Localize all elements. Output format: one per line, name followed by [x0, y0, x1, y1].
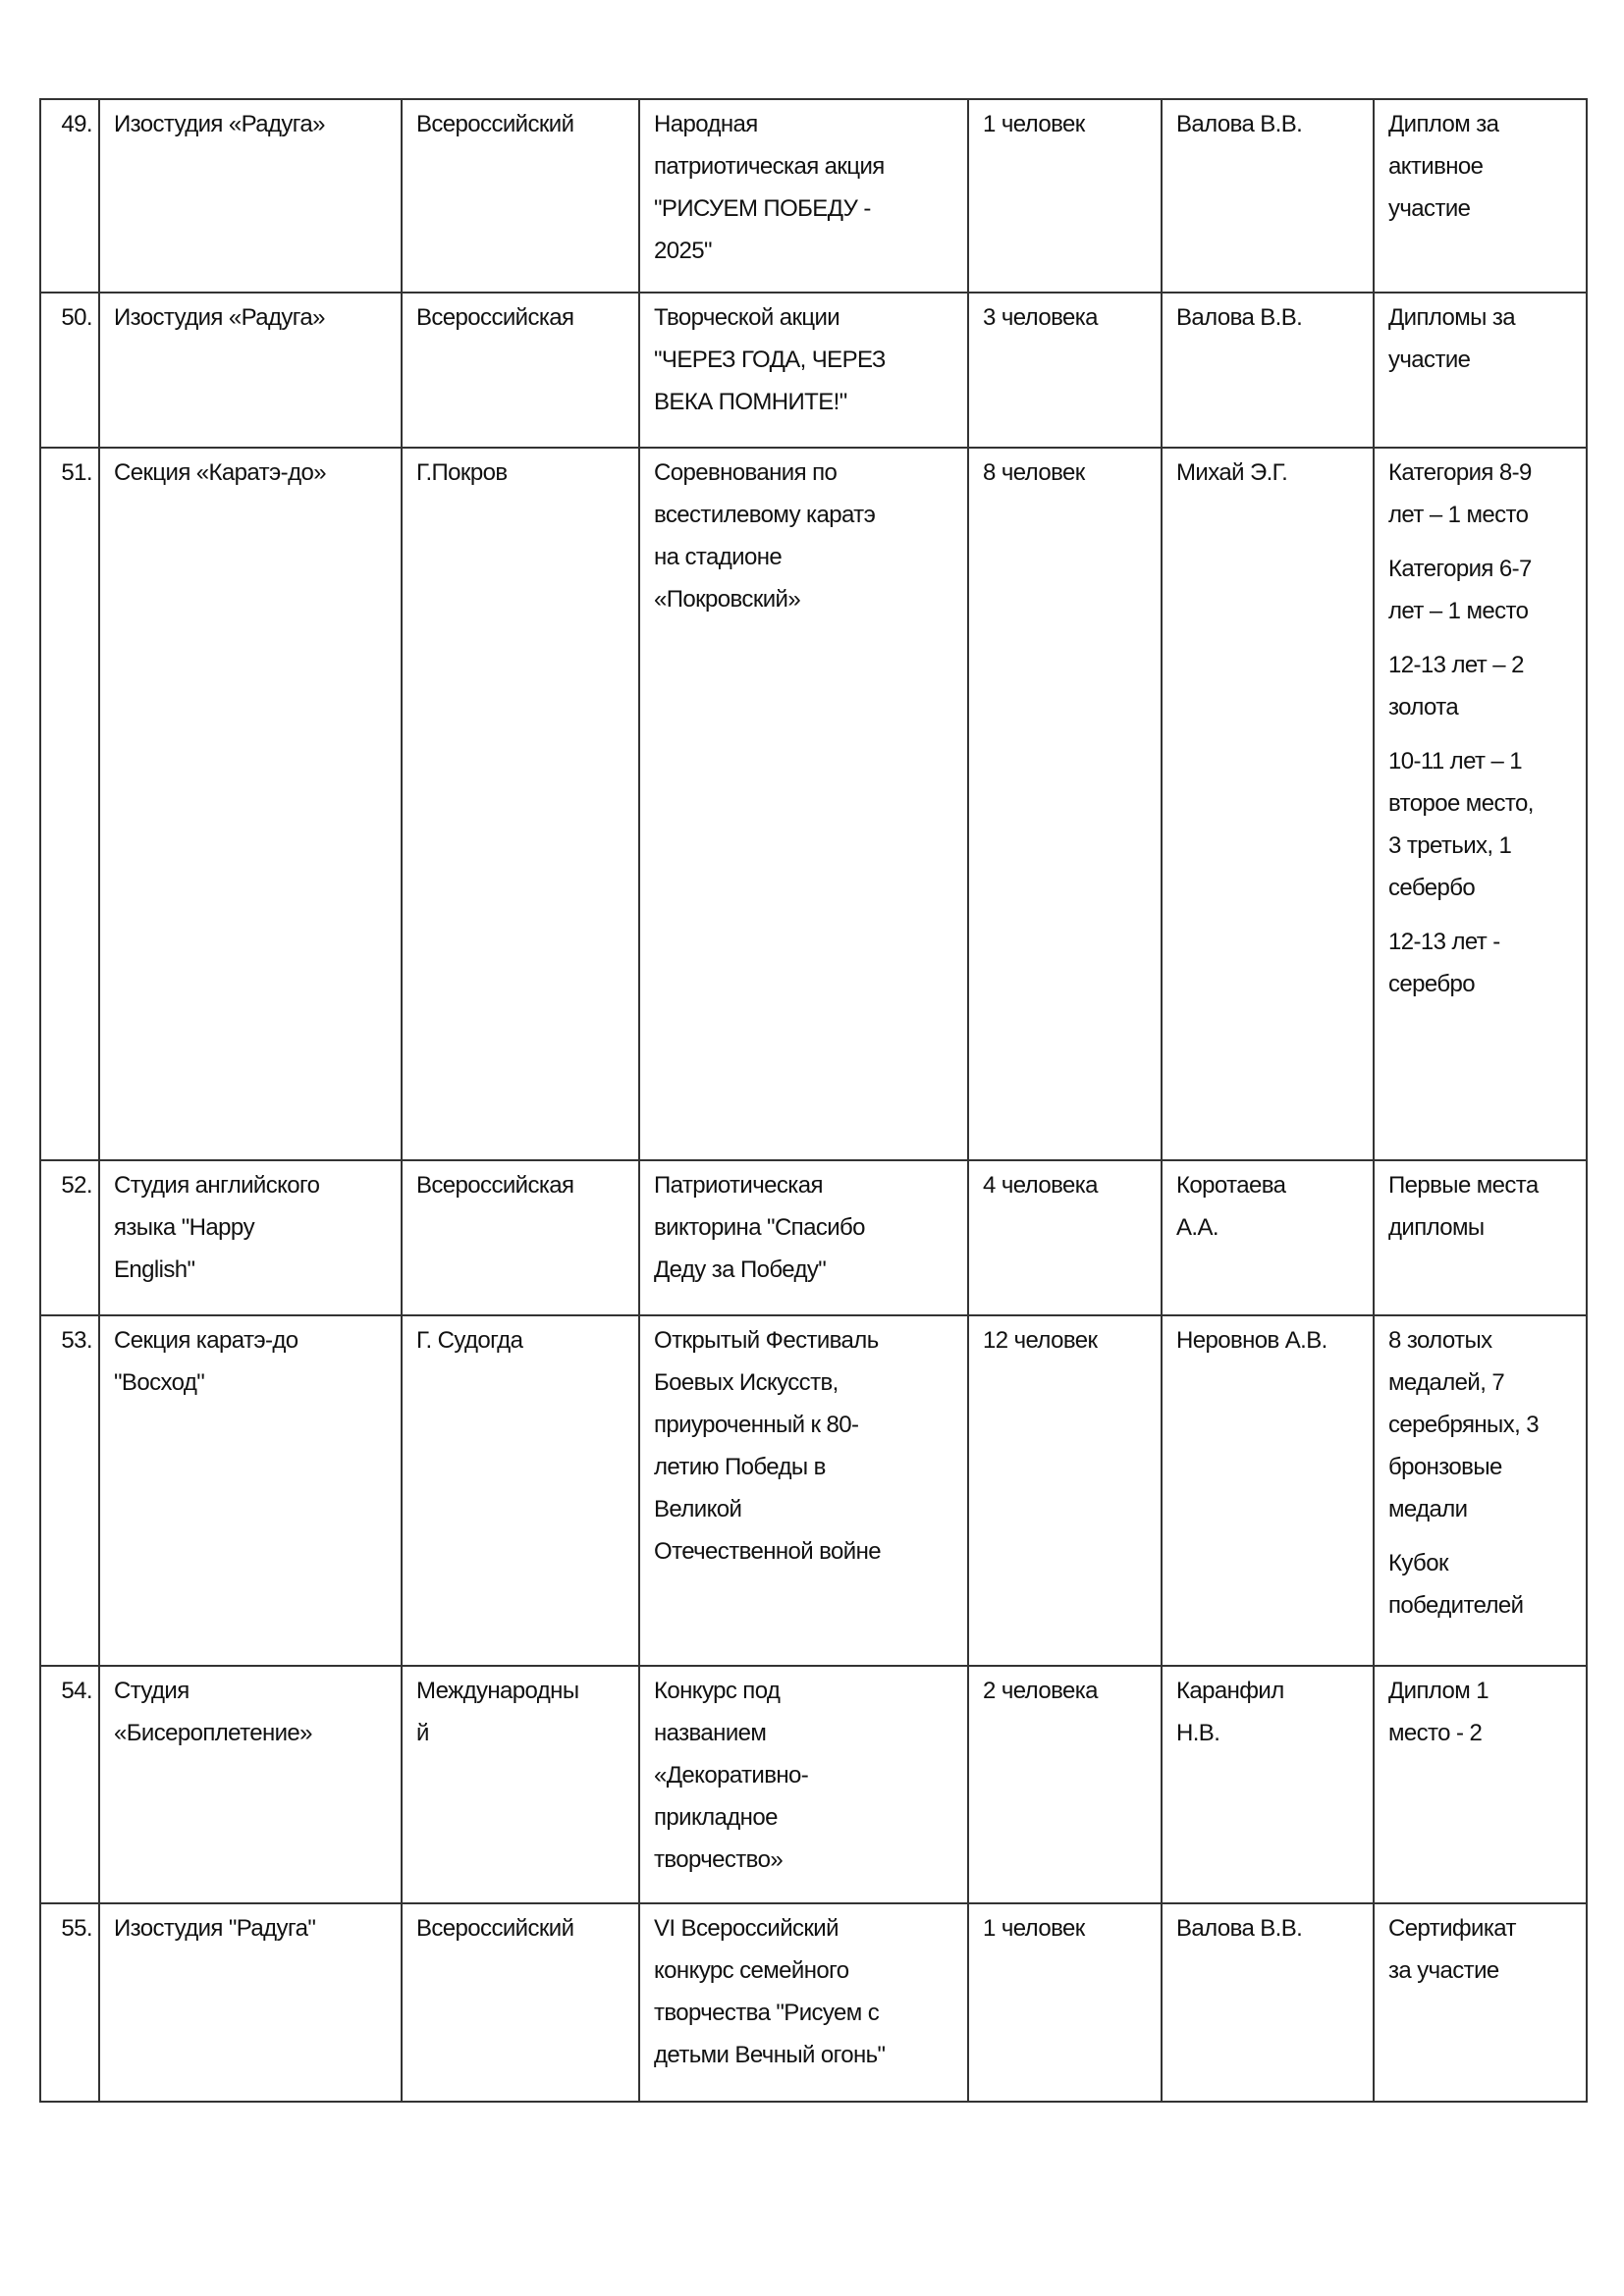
cell-event-line: "РИСУЕМ ПОБЕДУ - — [654, 195, 871, 222]
cell-result — [1374, 1903, 1587, 2102]
result-paragraph — [1388, 103, 1578, 230]
cell-participants — [968, 448, 1162, 1160]
result-line: бронзовые — [1388, 1454, 1502, 1480]
cell-event-line: всестилевому каратэ — [654, 502, 876, 528]
cell-group-line: "Восход" — [114, 1369, 205, 1396]
cell-level — [402, 1666, 639, 1903]
table-row — [40, 1160, 1587, 1315]
cell-event-line: викторина "Спасибо — [654, 1214, 865, 1241]
result-line: 8 золотых — [1388, 1327, 1492, 1354]
cell-event-line: творчество» — [654, 1846, 784, 1873]
result-paragraph — [1388, 296, 1578, 381]
cell-group-line: Студия — [114, 1678, 189, 1704]
cell-event-line: прикладное — [654, 1804, 778, 1831]
result-line: себербо — [1388, 875, 1476, 901]
cell-event-line: детьми Вечный огонь" — [654, 2042, 886, 2068]
table-row — [40, 293, 1587, 448]
cell-group — [99, 1666, 402, 1903]
cell-event-line: ВЕКА ПОМНИТЕ!" — [654, 389, 847, 415]
cell-event-line: Великой — [654, 1496, 742, 1522]
cell-event-line: "ЧЕРЕЗ ГОДА, ЧЕРЕЗ — [654, 347, 886, 373]
cell-participants-text: 2 человека — [983, 1678, 1098, 1704]
result-line: серебряных, 3 — [1388, 1412, 1539, 1438]
cell-level — [402, 1315, 639, 1666]
cell-number-text: 51. — [61, 459, 92, 486]
result-line: серебро — [1388, 971, 1476, 997]
cell-event-line: названием — [654, 1720, 767, 1746]
cell-participants — [968, 99, 1162, 293]
cell-group — [99, 293, 402, 448]
result-line: Категория 8-9 — [1388, 459, 1532, 486]
cell-teacher-line: Н.В. — [1176, 1720, 1220, 1746]
cell-level-line: Г. Судогда — [416, 1327, 523, 1354]
cell-participants-text: 1 человек — [983, 111, 1085, 137]
cell-level — [402, 1160, 639, 1315]
cell-level-line: Всероссийская — [416, 304, 574, 331]
cell-participants-text: 3 человека — [983, 304, 1098, 331]
cell-event — [639, 1666, 968, 1903]
result-line: место - 2 — [1388, 1720, 1483, 1746]
cell-level-line: Всероссийский — [416, 1915, 574, 1942]
cell-level — [402, 99, 639, 293]
cell-event-line: на стадионе — [654, 544, 783, 570]
cell-participants-text: 4 человека — [983, 1172, 1098, 1199]
cell-teacher — [1162, 99, 1374, 293]
cell-group-line: Секция каратэ-до — [114, 1327, 298, 1354]
cell-teacher-line: Михай Э.Г. — [1176, 459, 1288, 486]
result-line: 10-11 лет – 1 — [1388, 748, 1523, 774]
cell-participants — [968, 1903, 1162, 2102]
table-row — [40, 1903, 1587, 2102]
result-line: Диплом 1 — [1388, 1678, 1489, 1704]
cell-number-text: 49. — [61, 111, 92, 137]
cell-result — [1374, 293, 1587, 448]
cell-event-line: «Покровский» — [654, 586, 801, 613]
cell-event-line: конкурс семейного — [654, 1957, 849, 1984]
cell-event — [639, 99, 968, 293]
cell-event — [639, 448, 968, 1160]
cell-group — [99, 99, 402, 293]
cell-event — [639, 1315, 968, 1666]
cell-participants-text: 1 человек — [983, 1915, 1085, 1942]
cell-event-line: Открытый Фестиваль — [654, 1327, 879, 1354]
result-line: 12-13 лет – 2 — [1388, 652, 1524, 678]
cell-group-line: языка "Happy — [114, 1214, 254, 1241]
cell-number — [40, 448, 99, 1160]
cell-event-line: Конкурс под — [654, 1678, 781, 1704]
cell-teacher-line: Валова В.В. — [1176, 304, 1303, 331]
cell-event-line: Боевых Искусств, — [654, 1369, 839, 1396]
table-row — [40, 448, 1587, 1160]
cell-group — [99, 1315, 402, 1666]
cell-teacher — [1162, 1315, 1374, 1666]
cell-result — [1374, 1315, 1587, 1666]
result-paragraph — [1388, 740, 1578, 909]
cell-event-line: Творческой акции — [654, 304, 840, 331]
result-paragraph — [1388, 1907, 1578, 1992]
cell-level-line: Международны — [416, 1678, 579, 1704]
awards-table — [39, 98, 1588, 2103]
result-line: дипломы — [1388, 1214, 1485, 1241]
result-paragraph — [1388, 452, 1578, 536]
cell-participants — [968, 1315, 1162, 1666]
result-line: 12-13 лет - — [1388, 929, 1500, 955]
cell-level-line: Г.Покров — [416, 459, 508, 486]
cell-number-text: 52. — [61, 1172, 92, 1199]
cell-level-line: Всероссийская — [416, 1172, 574, 1199]
result-paragraph — [1388, 1542, 1578, 1627]
cell-event — [639, 1160, 968, 1315]
cell-event-line: Патриотическая — [654, 1172, 823, 1199]
result-line: Первые места — [1388, 1172, 1539, 1199]
cell-event-line: летию Победы в — [654, 1454, 826, 1480]
cell-participants-text: 8 человек — [983, 459, 1085, 486]
cell-number — [40, 1666, 99, 1903]
table-row — [40, 1666, 1587, 1903]
cell-teacher — [1162, 1903, 1374, 2102]
cell-level-line: й — [416, 1720, 429, 1746]
cell-level-line: Всероссийский — [416, 111, 574, 137]
cell-result — [1374, 1160, 1587, 1315]
cell-result — [1374, 99, 1587, 293]
cell-event-line: VI Всероссийский — [654, 1915, 839, 1942]
cell-level — [402, 1903, 639, 2102]
cell-event-line: патриотическая акция — [654, 153, 885, 180]
cell-teacher-line: Валова В.В. — [1176, 1915, 1303, 1942]
cell-event-line: Соревнования по — [654, 459, 838, 486]
cell-event — [639, 293, 968, 448]
result-line: Диплом за — [1388, 111, 1499, 137]
result-line: Дипломы за — [1388, 304, 1516, 331]
result-line: лет – 1 место — [1388, 598, 1529, 624]
result-line: Сертификат — [1388, 1915, 1516, 1942]
cell-teacher-line: Неровнов А.В. — [1176, 1327, 1327, 1354]
cell-number — [40, 293, 99, 448]
cell-participants — [968, 293, 1162, 448]
result-line: за участие — [1388, 1957, 1499, 1984]
result-line: второе место, — [1388, 790, 1534, 817]
cell-group-line: Изостудия «Радуга» — [114, 111, 325, 137]
cell-group-line: Секция «Каратэ-до» — [114, 459, 326, 486]
cell-event-line: «Декоративно- — [654, 1762, 809, 1789]
cell-result — [1374, 1666, 1587, 1903]
result-paragraph — [1388, 644, 1578, 728]
result-line: 3 третьих, 1 — [1388, 832, 1512, 859]
cell-number-text: 55. — [61, 1915, 92, 1942]
cell-group-line: Изостудия "Радуга" — [114, 1915, 316, 1942]
cell-teacher — [1162, 1666, 1374, 1903]
cell-number — [40, 1160, 99, 1315]
cell-teacher-line: А.А. — [1176, 1214, 1218, 1241]
cell-number-text: 50. — [61, 304, 92, 331]
result-line: Кубок — [1388, 1550, 1448, 1576]
cell-level — [402, 293, 639, 448]
cell-number — [40, 99, 99, 293]
cell-participants — [968, 1666, 1162, 1903]
result-line: медали — [1388, 1496, 1468, 1522]
result-line: победителей — [1388, 1592, 1524, 1619]
result-paragraph — [1388, 1319, 1578, 1530]
cell-number-text: 54. — [61, 1678, 92, 1704]
cell-event-line: Деду за Победу" — [654, 1256, 827, 1283]
result-paragraph — [1388, 1164, 1578, 1249]
result-line: медалей, 7 — [1388, 1369, 1505, 1396]
cell-event-line: творчества "Рисуем с — [654, 2000, 880, 2026]
cell-group — [99, 1903, 402, 2102]
awards-table-body — [40, 99, 1587, 2102]
cell-teacher-line: Коротаева — [1176, 1172, 1286, 1199]
result-paragraph — [1388, 921, 1578, 1005]
cell-number — [40, 1903, 99, 2102]
cell-teacher-line: Каранфил — [1176, 1678, 1284, 1704]
result-line: лет – 1 место — [1388, 502, 1529, 528]
cell-group-line: English" — [114, 1256, 195, 1283]
result-line: Категория 6-7 — [1388, 556, 1532, 582]
cell-group — [99, 1160, 402, 1315]
cell-event-line: Отечественной войне — [654, 1538, 881, 1565]
cell-group — [99, 448, 402, 1160]
cell-teacher — [1162, 293, 1374, 448]
cell-result — [1374, 448, 1587, 1160]
cell-event-line: 2025" — [654, 238, 712, 264]
cell-participants — [968, 1160, 1162, 1315]
result-paragraph — [1388, 1670, 1578, 1754]
cell-number — [40, 1315, 99, 1666]
cell-group-line: Изостудия «Радуга» — [114, 304, 325, 331]
cell-teacher-line: Валова В.В. — [1176, 111, 1303, 137]
result-line: активное — [1388, 153, 1484, 180]
cell-group-line: Студия английского — [114, 1172, 320, 1199]
cell-number-text: 53. — [61, 1327, 92, 1354]
cell-event-line: приуроченный к 80- — [654, 1412, 859, 1438]
cell-group-line: «Бисероплетение» — [114, 1720, 312, 1746]
table-row — [40, 99, 1587, 293]
table-row — [40, 1315, 1587, 1666]
cell-participants-text: 12 человек — [983, 1327, 1098, 1354]
result-line: золота — [1388, 694, 1459, 721]
cell-level — [402, 448, 639, 1160]
cell-teacher — [1162, 1160, 1374, 1315]
result-paragraph — [1388, 548, 1578, 632]
result-line: участие — [1388, 347, 1471, 373]
result-line: участие — [1388, 195, 1471, 222]
cell-teacher — [1162, 448, 1374, 1160]
cell-event — [639, 1903, 968, 2102]
cell-event-line: Народная — [654, 111, 758, 137]
